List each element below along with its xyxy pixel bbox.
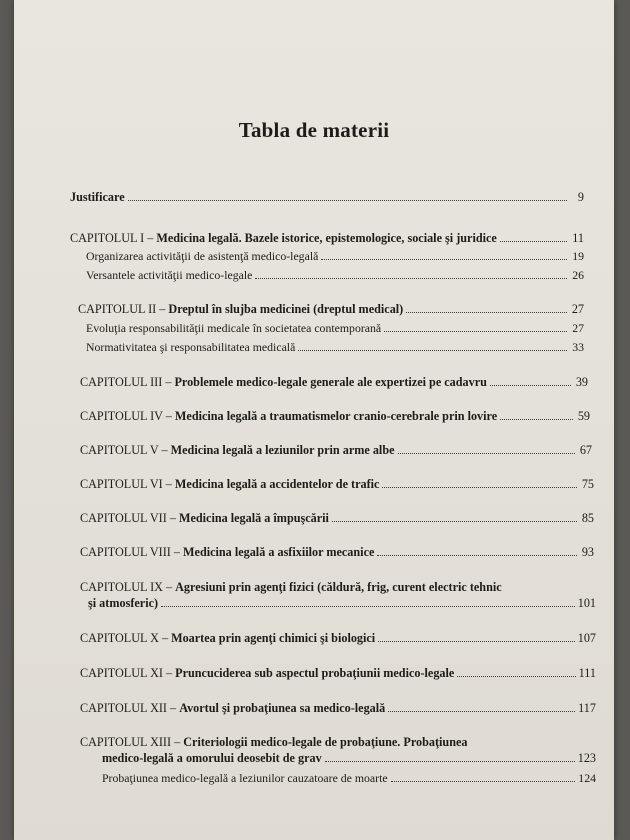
toc-page-number: 111 <box>578 666 596 680</box>
toc-entry-chapter-9[interactable]: CAPITOLUL IX – Agresiuni prin agenţi fizici (căldură, frig, curent electric tehnic şi atmosferic) 101 <box>80 580 596 610</box>
toc-entry-chapter-1[interactable]: CAPITOLUL I – Medicina legală. Bazele istorice, epistemologice, sociale şi juridice 11 <box>70 231 584 245</box>
dot-leader <box>500 419 573 420</box>
chapter-title: Moartea prin agenţi chimici şi biologici <box>171 631 376 645</box>
toc-entry-chapter-13[interactable]: CAPITOLUL XIII – Criteriologii medico-legale de probaţiune. Probaţiunea medico-legală a omorului deosebit de grav 123 <box>80 735 596 765</box>
dot-leader <box>332 521 577 522</box>
toc-subentry[interactable] <box>86 268 584 282</box>
toc-subentry-title: Probaţiunea medico-legală a leziunilor cauzatoare de moarte <box>102 771 388 785</box>
dot-leader <box>161 606 575 607</box>
toc-subentry[interactable] <box>86 249 584 263</box>
book-page <box>14 0 614 840</box>
chapter-title: Dreptul în slujba medicinei (dreptul medical) <box>168 302 404 316</box>
chapter-title-continued: medico-legală a omorului deosebit de grav <box>102 751 322 765</box>
chapter-title-continued: şi atmosferic) <box>88 596 159 610</box>
toc-entry-justificare[interactable] <box>70 190 584 204</box>
chapter-label: CAPITOLUL XI <box>80 666 163 680</box>
dot-leader <box>384 331 567 332</box>
toc-page-number: 11 <box>572 231 584 245</box>
toc-subentry[interactable] <box>86 340 584 354</box>
dot-leader <box>321 259 567 260</box>
dot-leader <box>391 781 576 782</box>
dot-leader <box>382 487 577 488</box>
chapter-label: CAPITOLUL XIII <box>80 735 172 749</box>
toc-subentry-title: Versantele activităţii medico-legale <box>86 268 253 282</box>
toc-page-number: 67 <box>579 443 592 457</box>
table-of-contents <box>14 0 614 840</box>
chapter-label: CAPITOLUL I <box>70 231 145 245</box>
dot-leader <box>298 350 567 351</box>
chapter-label: CAPITOLUL II <box>78 302 157 316</box>
toc-page-number: 123 <box>577 751 596 765</box>
toc-entry-chapter-5[interactable]: CAPITOLUL V – Medicina legală a leziunilor prin arme albe 67 <box>80 443 592 457</box>
toc-entry-chapter-3[interactable]: CAPITOLUL III – Problemele medico-legale generale ale expertizei pe cadavru 39 <box>80 375 588 389</box>
chapter-title: Medicina legală a leziunilor prin arme albe <box>170 443 395 457</box>
dot-leader <box>128 200 567 201</box>
chapter-title: Medicina legală a accidentelor de trafic <box>174 477 380 491</box>
chapter-title: Criteriologii medico-legale de probaţiune. Probaţiunea <box>183 735 468 749</box>
toc-page-number: 107 <box>577 631 596 645</box>
dot-leader <box>500 241 567 242</box>
dot-leader <box>388 711 575 712</box>
toc-page-number: 9 <box>577 190 584 204</box>
chapter-label: CAPITOLUL III <box>80 375 163 389</box>
toc-entry-chapter-8[interactable]: CAPITOLUL VIII – Medicina legală a asfixiilor mecanice 93 <box>80 545 594 559</box>
toc-entry-title: Justificare <box>70 190 125 204</box>
chapter-label: CAPITOLUL VII <box>80 511 167 525</box>
dot-leader <box>255 278 567 279</box>
dot-leader <box>377 555 577 556</box>
page-title: Tabla de materii <box>238 118 390 142</box>
toc-subentry-title: Organizarea activităţii de asistenţă medico-legală <box>86 249 319 263</box>
toc-subentry-title: Evoluţia responsabilităţii medicale în societatea contemporană <box>86 321 382 335</box>
toc-page-number: 59 <box>577 409 590 423</box>
chapter-label: CAPITOLUL VI <box>80 477 163 491</box>
chapter-title: Agresiuni prin agenţi fizici (căldură, frig, curent electric tehnic <box>175 580 502 594</box>
toc-page-number: 26 <box>572 268 584 282</box>
toc-page-number: 39 <box>575 375 588 389</box>
toc-page-number: 27 <box>571 302 584 316</box>
chapter-label: CAPITOLUL V <box>80 443 159 457</box>
chapter-label: CAPITOLUL VIII <box>80 545 171 559</box>
toc-page-number: 93 <box>581 545 594 559</box>
chapter-title: Problemele medico-legale generale ale expertizei pe cadavru <box>174 375 487 389</box>
toc-subentry-title: Normativitatea şi responsabilitatea medicală <box>86 340 296 354</box>
chapter-title: Medicina legală a asfixiilor mecanice <box>183 545 375 559</box>
toc-entry-chapter-4[interactable]: CAPITOLUL IV – Medicina legală a traumatismelor cranio-cerebrale prin lovire 59 <box>80 409 590 423</box>
dot-leader <box>406 312 567 313</box>
dot-leader <box>490 385 571 386</box>
chapter-title: Medicina legală a împuşcării <box>178 511 329 525</box>
toc-entry-chapter-10[interactable]: CAPITOLUL X – Moartea prin agenţi chimici şi biologici 107 <box>80 631 596 645</box>
chapter-label: CAPITOLUL X <box>80 631 159 645</box>
chapter-title: Pruncuciderea sub aspectul probaţiunii medico-legale <box>175 666 455 680</box>
dot-leader <box>457 676 575 677</box>
toc-subentry[interactable] <box>86 321 584 335</box>
chapter-label: CAPITOLUL IV <box>80 409 163 423</box>
dot-leader <box>378 641 575 642</box>
toc-page-number: 101 <box>577 596 596 610</box>
toc-subentry[interactable] <box>102 771 596 785</box>
toc-entry-chapter-2[interactable]: CAPITOLUL II – Dreptul în slujba medicinei (dreptul medical) 27 <box>78 302 584 316</box>
toc-page-number: 27 <box>572 321 584 335</box>
toc-page-number: 124 <box>578 771 596 785</box>
chapter-title: Medicina legală. Bazele istorice, epistemologice, sociale şi juridice <box>156 231 497 245</box>
toc-page-number: 117 <box>578 701 596 715</box>
dot-leader <box>398 453 575 454</box>
toc-page-number: 75 <box>581 477 594 491</box>
toc-entry-chapter-6[interactable]: CAPITOLUL VI – Medicina legală a accidentelor de trafic 75 <box>80 477 594 491</box>
toc-entry-chapter-12[interactable]: CAPITOLUL XII – Avortul şi probaţiunea sa medico-legală 117 <box>80 701 596 715</box>
chapter-title: Avortul şi probaţiunea sa medico-legală <box>179 701 386 715</box>
chapter-label: CAPITOLUL XII <box>80 701 167 715</box>
toc-page-number: 85 <box>581 511 594 525</box>
toc-page-number: 19 <box>572 249 584 263</box>
toc-page-number: 33 <box>572 340 584 354</box>
chapter-label: CAPITOLUL IX <box>80 580 163 594</box>
dot-leader <box>325 761 575 762</box>
toc-entry-chapter-11[interactable]: CAPITOLUL XI – Pruncuciderea sub aspectul probaţiunii medico-legale 111 <box>80 666 596 680</box>
chapter-title: Medicina legală a traumatismelor cranio-cerebrale prin lovire <box>174 409 498 423</box>
toc-entry-chapter-7[interactable]: CAPITOLUL VII – Medicina legală a împuşcării 85 <box>80 511 594 525</box>
